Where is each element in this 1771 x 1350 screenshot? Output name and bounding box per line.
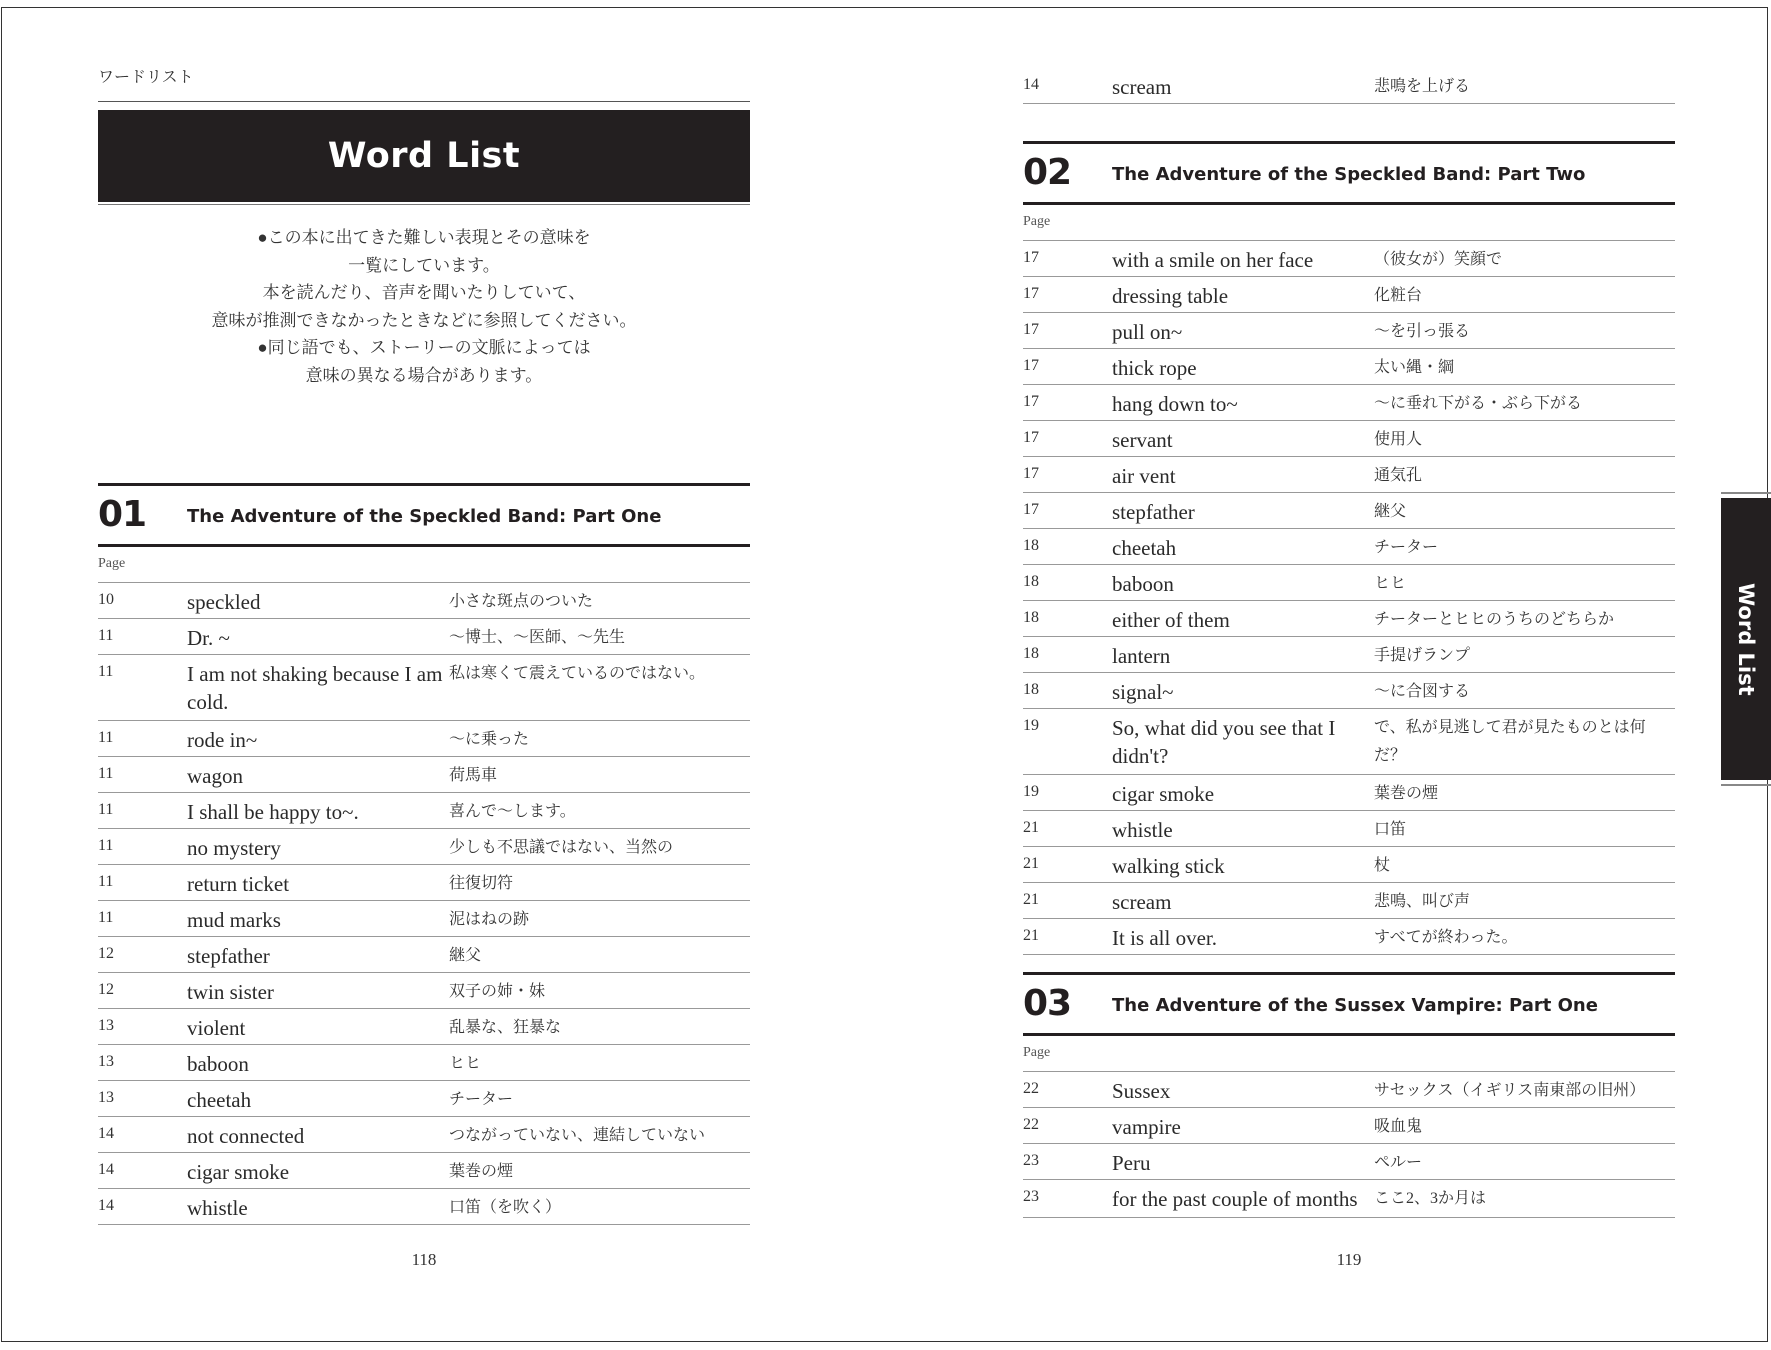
title-underline (98, 204, 750, 205)
english-term: It is all over. (1112, 926, 1217, 950)
page-ref: 17 (1023, 357, 1039, 374)
side-tab-label: Word List (1734, 582, 1758, 696)
japanese-meaning: 継父 (1374, 503, 1407, 520)
table-row (1023, 883, 1675, 919)
english-term: either of them (1112, 608, 1230, 632)
table-row (1023, 565, 1675, 601)
table-row (1023, 1144, 1675, 1180)
table-row (1023, 637, 1675, 673)
page-ref: 14 (98, 1125, 114, 1142)
running-head: ワードリスト (98, 69, 194, 86)
japanese-meaning: 荷馬車 (449, 767, 498, 784)
japanese-meaning: 口笛 (1374, 821, 1407, 838)
section-02 (1023, 141, 1675, 955)
section-title: The Adventure of the Sussex Vampire: Part One (1112, 995, 1598, 1016)
english-term: stepfather (1112, 500, 1195, 524)
intro-line: ●この本に出てきた難しい表現とその意味を (257, 228, 591, 247)
table-row (98, 655, 750, 721)
table-row (1023, 673, 1675, 709)
page-ref: 17 (1023, 429, 1039, 446)
page-ref: 11 (98, 729, 114, 746)
page-ref: 11 (98, 837, 114, 854)
page-ref: 17 (1023, 501, 1039, 518)
english-term: I shall be happy to~. (187, 800, 359, 824)
left-page (98, 0, 750, 1350)
japanese-meaning: つながっていない、連結していない (449, 1127, 706, 1144)
table-row (1023, 601, 1675, 637)
table-row (98, 865, 750, 901)
english-term: scream (1112, 75, 1172, 99)
section-01 (98, 483, 750, 1225)
table-row (98, 1153, 750, 1189)
page-ref: 13 (98, 1053, 114, 1070)
table-row (1023, 529, 1675, 565)
japanese-meaning: 使用人 (1374, 431, 1423, 448)
table-row (1023, 1072, 1675, 1108)
table-row (1023, 241, 1675, 277)
japanese-meaning: 手提げランプ (1374, 647, 1471, 664)
english-term: Dr. ~ (187, 626, 230, 650)
english-term: pull on~ (1112, 320, 1183, 344)
english-term: walking stick (1112, 854, 1225, 878)
english-term: baboon (187, 1052, 249, 1076)
table-row (1023, 1180, 1675, 1218)
english-term: with a smile on her face (1112, 248, 1314, 272)
english-term: cigar smoke (1112, 782, 1215, 806)
japanese-meaning: 継父 (449, 947, 482, 964)
english-term: no mystery (187, 836, 281, 860)
page-ref: 22 (1023, 1080, 1039, 1097)
japanese-meaning: 通気孔 (1374, 467, 1423, 484)
intro-text (98, 224, 750, 389)
intro-line: ●同じ語でも、ストーリーの文脈によっては (257, 338, 591, 357)
page-ref: 13 (98, 1017, 114, 1034)
japanese-meaning: ～に垂れ下がる・ぶら下がる (1374, 395, 1583, 412)
page-ref: 12 (98, 981, 114, 998)
japanese-meaning: 葉巻の煙 (1374, 785, 1439, 802)
table-row (1023, 1108, 1675, 1144)
english-term: signal~ (1112, 680, 1174, 704)
page-ref: 11 (98, 873, 114, 890)
english-term: not connected (187, 1124, 305, 1148)
english-term: stepfather (187, 944, 270, 968)
table-row (98, 1189, 750, 1225)
intro-line: 意味の異なる場合があります。 (305, 365, 543, 385)
table-row (98, 937, 750, 973)
word-table (98, 583, 750, 1225)
japanese-meaning: 悲鳴、叫び声 (1374, 893, 1471, 910)
section-header (1023, 144, 1675, 202)
table-row (98, 901, 750, 937)
running-head-rule (98, 101, 750, 102)
page-column-label: Page (1023, 205, 1675, 241)
table-row (1023, 811, 1675, 847)
intro-line: 一覧にしています。 (348, 255, 500, 275)
japanese-meaning: 悲鳴を上げる (1374, 78, 1471, 95)
section-number: 03 (1023, 983, 1072, 1024)
japanese-meaning: チーター (1374, 539, 1439, 556)
page-ref: 17 (1023, 393, 1039, 410)
japanese-meaning: 杖 (1374, 857, 1391, 874)
english-term: vampire (1112, 1115, 1181, 1139)
table-row (98, 793, 750, 829)
page-ref: 13 (98, 1089, 114, 1106)
japanese-meaning: チーターとヒヒのうちのどちらか (1374, 611, 1615, 628)
page-ref: 11 (98, 663, 114, 680)
japanese-meaning: 喜んで～します。 (449, 803, 576, 820)
section-03 (1023, 972, 1675, 1218)
table-row (1023, 277, 1675, 313)
page-ref: 19 (1023, 783, 1039, 800)
page-ref: 23 (1023, 1152, 1039, 1169)
japanese-meaning: ペルー (1374, 1154, 1423, 1171)
page-ref: 12 (98, 945, 114, 962)
page-column-label: Page (1023, 1036, 1675, 1072)
intro-line: 意味が推測できなかったときなどに参照してください。 (211, 310, 637, 330)
side-tab-rule (1721, 784, 1771, 786)
japanese-meaning: すべてが終わった。 (1374, 929, 1518, 946)
table-row (1023, 493, 1675, 529)
english-term: wagon (187, 764, 243, 788)
section-title: The Adventure of the Speckled Band: Part One (187, 506, 662, 527)
table-row (98, 829, 750, 865)
page-ref: 18 (1023, 609, 1039, 626)
word-table (1023, 1072, 1675, 1218)
table-row (98, 583, 750, 619)
section-number: 02 (1023, 152, 1072, 193)
japanese-meaning: ～博士、～医師、～先生 (449, 629, 626, 646)
table-row (98, 1081, 750, 1117)
table-row (1023, 349, 1675, 385)
page-ref: 21 (1023, 819, 1039, 836)
japanese-meaning: サセックス（イギリス南東部の旧州） (1374, 1082, 1646, 1099)
page-ref: 17 (1023, 321, 1039, 338)
table-row (98, 973, 750, 1009)
english-term: thick rope (1112, 356, 1197, 380)
english-term: mud marks (187, 908, 281, 932)
page-ref: 14 (98, 1197, 114, 1214)
japanese-meaning: ここ2、3か月は (1374, 1190, 1487, 1207)
carry-over-list (1023, 68, 1675, 104)
table-row (98, 721, 750, 757)
page-ref: 17 (1023, 465, 1039, 482)
english-term: cigar smoke (187, 1160, 290, 1184)
table-row (1023, 775, 1675, 811)
page-ref: 11 (98, 627, 114, 644)
page-ref: 21 (1023, 927, 1039, 944)
side-tab-rule (1721, 492, 1771, 494)
english-term: lantern (1112, 644, 1171, 668)
japanese-meaning: 葉巻の煙 (449, 1163, 514, 1180)
page-ref: 18 (1023, 537, 1039, 554)
table-row (98, 619, 750, 655)
japanese-meaning: ヒヒ (449, 1055, 482, 1072)
english-term: return ticket (187, 872, 290, 896)
japanese-meaning: ～に合図する (1374, 683, 1471, 700)
page-ref: 18 (1023, 645, 1039, 662)
table-row (1023, 421, 1675, 457)
japanese-meaning: （彼女が）笑顔で (1374, 251, 1503, 268)
intro-line: 本を読んだり、音声を聞いたりしていて、 (262, 283, 586, 302)
page-ref: 18 (1023, 681, 1039, 698)
table-row (1023, 313, 1675, 349)
page-ref: 17 (1023, 249, 1039, 266)
english-term: I am not shaking because I am cold. (187, 662, 443, 714)
japanese-meaning: チーター (449, 1091, 514, 1108)
section-header (98, 486, 750, 544)
japanese-meaning: 私は寒くて震えているのではない。 (449, 665, 706, 682)
page-ref: 14 (98, 1161, 114, 1178)
side-thumb-tab (1721, 498, 1771, 780)
page-ref: 21 (1023, 891, 1039, 908)
table-row (1023, 457, 1675, 493)
page-column-label: Page (98, 547, 750, 583)
page-ref: 21 (1023, 855, 1039, 872)
table-row (98, 1117, 750, 1153)
page-ref: 18 (1023, 573, 1039, 590)
page-ref: 19 (1023, 717, 1039, 734)
page-ref: 11 (98, 801, 114, 818)
english-term: cheetah (1112, 536, 1177, 560)
japanese-meaning: 太い縄・綱 (1374, 359, 1455, 376)
japanese-meaning: 少しも不思議ではない、当然の (449, 839, 674, 856)
section-title: The Adventure of the Speckled Band: Part Two (1112, 164, 1586, 185)
english-term: Sussex (1112, 1079, 1171, 1103)
page-ref: 22 (1023, 1116, 1039, 1133)
english-term: air vent (1112, 464, 1176, 488)
english-term: rode in~ (187, 728, 258, 752)
japanese-meaning: 口笛（を吹く） (449, 1199, 562, 1216)
word-table (1023, 241, 1675, 955)
english-term: hang down to~ (1112, 392, 1238, 416)
english-term: scream (1112, 890, 1172, 914)
page-ref: 11 (98, 765, 114, 782)
japanese-meaning: で、私が見逃して君が見たものとは何だ？ (1374, 719, 1646, 764)
page-ref: 10 (98, 591, 114, 608)
english-term: whistle (1112, 818, 1173, 842)
section-header (1023, 975, 1675, 1033)
table-row (1023, 709, 1675, 775)
page-number-left: 118 (411, 1250, 437, 1269)
japanese-meaning: ～に乗った (449, 731, 530, 748)
japanese-meaning: 吸血鬼 (1374, 1118, 1423, 1135)
japanese-meaning: 小さな斑点のついた (449, 593, 594, 610)
english-term: cheetah (187, 1088, 252, 1112)
english-term: speckled (187, 590, 261, 614)
table-row (1023, 847, 1675, 883)
english-term: servant (1112, 428, 1173, 452)
table-row (98, 1009, 750, 1045)
table-row (98, 757, 750, 793)
right-page (1023, 0, 1675, 1350)
english-term: baboon (1112, 572, 1174, 596)
page-ref: 11 (98, 909, 114, 926)
table-row (1023, 68, 1675, 104)
english-term: whistle (187, 1196, 248, 1220)
table-row (1023, 385, 1675, 421)
word-list-title: Word List (98, 110, 750, 202)
page-ref: 23 (1023, 1188, 1039, 1205)
table-row (98, 1045, 750, 1081)
english-term: So, what did you see that I didn't? (1112, 716, 1336, 768)
japanese-meaning: 往復切符 (449, 875, 514, 892)
table-row (1023, 919, 1675, 955)
page-ref: 14 (1023, 76, 1039, 93)
page-number-right: 119 (1336, 1250, 1362, 1269)
english-term: for the past couple of months (1112, 1187, 1358, 1211)
english-term: dressing table (1112, 284, 1229, 308)
english-term: violent (187, 1016, 246, 1040)
page-ref: 17 (1023, 285, 1039, 302)
english-term: Peru (1112, 1151, 1151, 1175)
japanese-meaning: ヒヒ (1374, 575, 1407, 592)
section-number: 01 (98, 494, 147, 535)
japanese-meaning: 化粧台 (1374, 287, 1423, 304)
english-term: twin sister (187, 980, 274, 1004)
japanese-meaning: 双子の姉・妹 (449, 983, 546, 1000)
japanese-meaning: 乱暴な、狂暴な (449, 1019, 562, 1036)
japanese-meaning: ～を引っ張る (1374, 323, 1471, 340)
japanese-meaning: 泥はねの跡 (449, 911, 530, 928)
